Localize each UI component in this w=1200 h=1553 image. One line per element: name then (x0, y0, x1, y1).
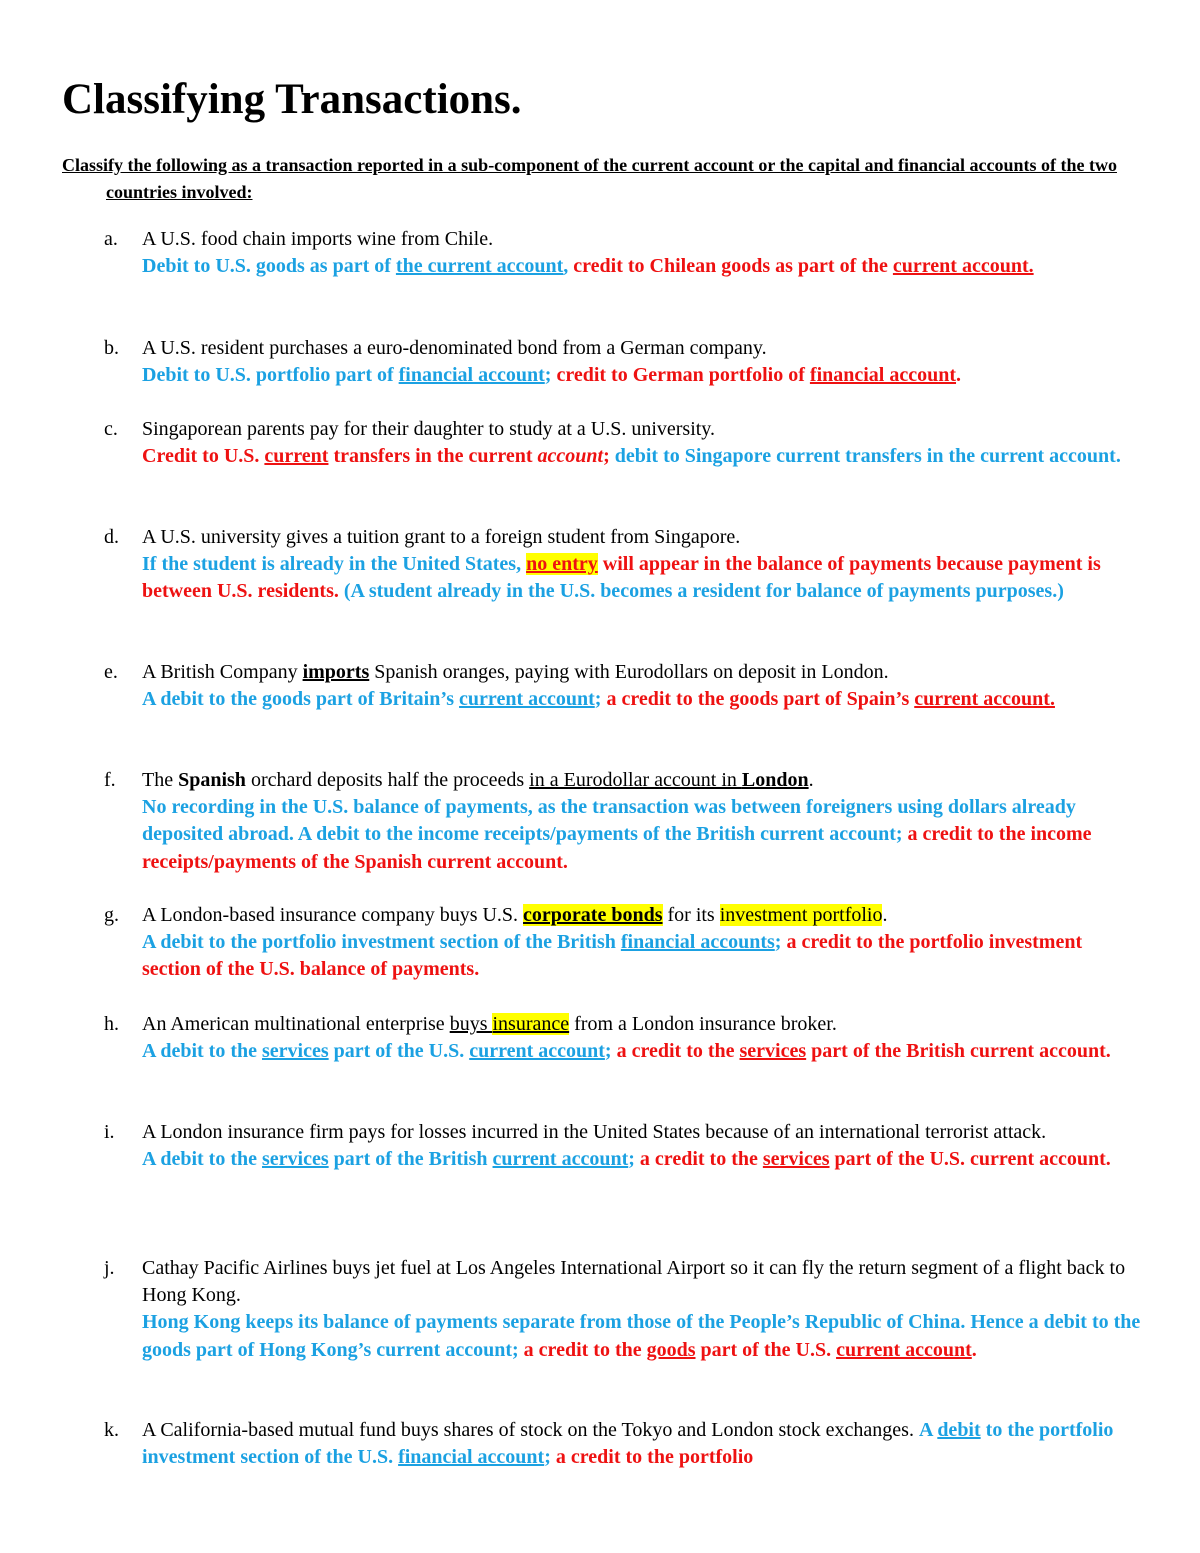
question-and-answer-text (142, 1417, 1144, 1471)
answer-blue-underlined: financial account (398, 364, 545, 387)
answer-red: a credit to the portfolio (555, 1446, 754, 1469)
question-part: A British Company (142, 661, 303, 683)
item-c (104, 416, 1144, 470)
question-part: orchard deposits half the proceeds (245, 769, 530, 791)
item-marker: g. (104, 904, 119, 926)
answer-blue: part of the U.S. (328, 1040, 470, 1063)
page-title: Classifying Transactions. (62, 76, 522, 123)
item-i (104, 1119, 1144, 1173)
answer-text (142, 1309, 1144, 1363)
answer-blue-underlined: services (262, 1040, 329, 1063)
question-text: Singaporean parents pay for their daughter to study at a U.S. university. (142, 418, 716, 440)
question-highlight: corporate bonds (523, 904, 663, 926)
question-text: A California-based mutual fund buys shares of stock on the Tokyo and London stock exchanges. (142, 1419, 919, 1441)
question-text (142, 659, 1144, 686)
answer-red: transfers in the current (328, 445, 538, 468)
question-underlined: buys (449, 1013, 493, 1035)
answer-red-italic: account (537, 445, 604, 468)
answer-blue-underlined: financial accounts (620, 931, 775, 954)
question-text: A London insurance firm pays for losses incurred in the United States because of an international terrorist attack. (142, 1121, 1047, 1143)
answer-text (142, 686, 1144, 713)
item-e (104, 659, 1144, 713)
answer-red: a credit to the (639, 1148, 763, 1171)
item-a (104, 226, 1144, 280)
answer-blue: part of the British (328, 1148, 493, 1171)
answer-text (142, 1038, 1144, 1065)
answer-red: Credit to U.S. (142, 445, 265, 468)
answer-red: a credit to the income receipts/payments of the Spanish current account. (142, 823, 1092, 873)
question-text: A U.S. resident purchases a euro-denominated bond from a German company. (142, 337, 767, 359)
item-k (104, 1417, 1144, 1471)
answer-red: a credit to the (616, 1040, 740, 1063)
answer-text (142, 551, 1144, 605)
question-part: . (808, 769, 814, 791)
question-text (142, 767, 1144, 794)
answer-red: a credit to the portfolio investment section of the U.S. balance of payments. (142, 931, 1083, 981)
answer-red: will appear in the balance of payments because payment is between U.S. residents. (142, 553, 1101, 603)
answer-blue: Debit to U.S. goods as part of (142, 255, 396, 278)
item-marker: b. (104, 337, 119, 359)
answer-blue-underlined: current account (469, 1040, 605, 1063)
answer-blue: ; (544, 364, 557, 387)
question-highlight: insurance (492, 1013, 570, 1035)
item-marker: h. (104, 1013, 119, 1035)
question-part: The (142, 769, 179, 791)
answer-red-underlined: services (739, 1040, 807, 1063)
question-highlight: investment portfolio (719, 904, 883, 926)
answer-blue-underlined: services (262, 1148, 329, 1171)
answer-blue: ; (544, 1446, 556, 1469)
item-g (104, 902, 1144, 984)
item-b (104, 335, 1144, 389)
item-marker: c. (104, 418, 118, 440)
question-part: Spanish oranges, paying with Eurodollars on deposit in London. (369, 661, 889, 683)
item-marker: e. (104, 661, 118, 683)
answer-blue: , (563, 255, 574, 278)
answer-red: ; (603, 445, 615, 468)
answer-blue: to the portfolio investment section of the U.S. (142, 1419, 1114, 1469)
question-emphasis: London (741, 769, 809, 791)
answer-red-underlined: current (264, 445, 329, 468)
answer-red: part of the British current account. (806, 1040, 1111, 1063)
item-marker: a. (104, 228, 118, 250)
question-underlined: in a Eurodollar account in (529, 769, 742, 791)
answer-blue-underlined: debit (937, 1419, 981, 1441)
answer-red: credit to Chilean goods as part of the (573, 255, 893, 278)
item-h (104, 1011, 1144, 1065)
question-text: A U.S. university gives a tuition grant to a foreign student from Singapore. (142, 526, 741, 548)
item-d (104, 524, 1144, 606)
answer-red: part of the U.S. (695, 1338, 837, 1361)
answer-blue: A (918, 1419, 938, 1441)
answer-red-underlined: services (762, 1148, 830, 1171)
answer-red: . (956, 364, 962, 387)
question-part: . (882, 904, 888, 926)
question-text (142, 1011, 1144, 1038)
question-part: A London-based insurance company buys U.S. (142, 904, 524, 926)
question-part: An American multinational enterprise (142, 1013, 450, 1035)
item-j (104, 1255, 1144, 1364)
answer-red-underlined: goods (646, 1338, 696, 1361)
answer-blue: A debit to the goods part of Britain’s (142, 688, 460, 711)
answer-red: part of the U.S. current account. (829, 1148, 1111, 1171)
question-emphasis: Spanish (178, 769, 246, 791)
answer-text (142, 253, 1144, 280)
answer-blue-underlined: current account (492, 1148, 629, 1171)
answer-text (142, 929, 1144, 983)
answer-blue: ; (774, 931, 787, 954)
answer-blue: No recording in the U.S. balance of payments, as the transaction was between foreigners using dollars already deposited abroad. A debit to the income receipts/payments of the British current account; (142, 796, 1076, 846)
answer-red: . (971, 1338, 977, 1361)
question-emphasis: imports (302, 661, 370, 683)
answer-blue: A debit to the (142, 1040, 262, 1063)
answer-red-underlined: current account. (914, 688, 1055, 711)
answer-highlight: no entry (526, 553, 598, 576)
answer-blue-underlined: financial account (398, 1446, 545, 1469)
answer-red-underlined: current account. (892, 255, 1034, 278)
answer-blue: A debit to the portfolio investment section of the British (142, 931, 621, 954)
item-marker: j. (104, 1257, 115, 1279)
answer-blue-underlined: the current account (395, 255, 564, 278)
answer-text (142, 362, 1144, 389)
answer-blue: ; (604, 1040, 617, 1063)
answer-blue: Hong Kong keeps its balance of payments separate from those of the People’s Republic of China. Hence a debit to the goods part of Hong Kong’s current account; (142, 1311, 1141, 1361)
answer-red-underlined: current account (836, 1338, 972, 1361)
answer-red-underlined: financial account (809, 364, 957, 387)
answer-text (142, 443, 1144, 470)
answer-red: credit to German portfolio of (556, 364, 810, 387)
instructions: Classify the following as a transaction reported in a sub-component of the current account or the capital and financial accounts of the two countries involved: (62, 155, 1117, 202)
answer-blue: Debit to U.S. portfolio part of (142, 364, 399, 387)
answer-blue: ; (628, 1148, 640, 1171)
question-part: from a London insurance broker. (569, 1013, 837, 1035)
item-marker: f. (104, 769, 116, 791)
question-part: for its (662, 904, 720, 926)
answer-blue: (A student already in the U.S. becomes a resident for balance of payments purposes.) (338, 580, 1064, 603)
answer-blue: ; (594, 688, 607, 711)
answer-red: a credit to the (523, 1338, 647, 1361)
answer-blue: If the student is already in the United States, (142, 553, 527, 576)
answer-red: a credit to the goods part of Spain’s (606, 688, 915, 711)
item-f (104, 767, 1144, 876)
item-marker: k. (104, 1419, 119, 1441)
item-marker: d. (104, 526, 119, 548)
answer-blue: A debit to the (142, 1148, 262, 1171)
answer-text (142, 794, 1144, 876)
question-text (142, 902, 1144, 929)
question-text: Cathay Pacific Airlines buys jet fuel at Los Angeles International Airport so it can fly the return segment of a flight back to Hong Kong. (142, 1257, 1126, 1307)
answer-text (142, 1146, 1144, 1173)
item-marker: i. (104, 1121, 115, 1143)
answer-blue-underlined: current account (459, 688, 595, 711)
question-text: A U.S. food chain imports wine from Chile. (142, 228, 494, 250)
answer-blue: debit to Singapore current transfers in the current account. (614, 445, 1121, 468)
